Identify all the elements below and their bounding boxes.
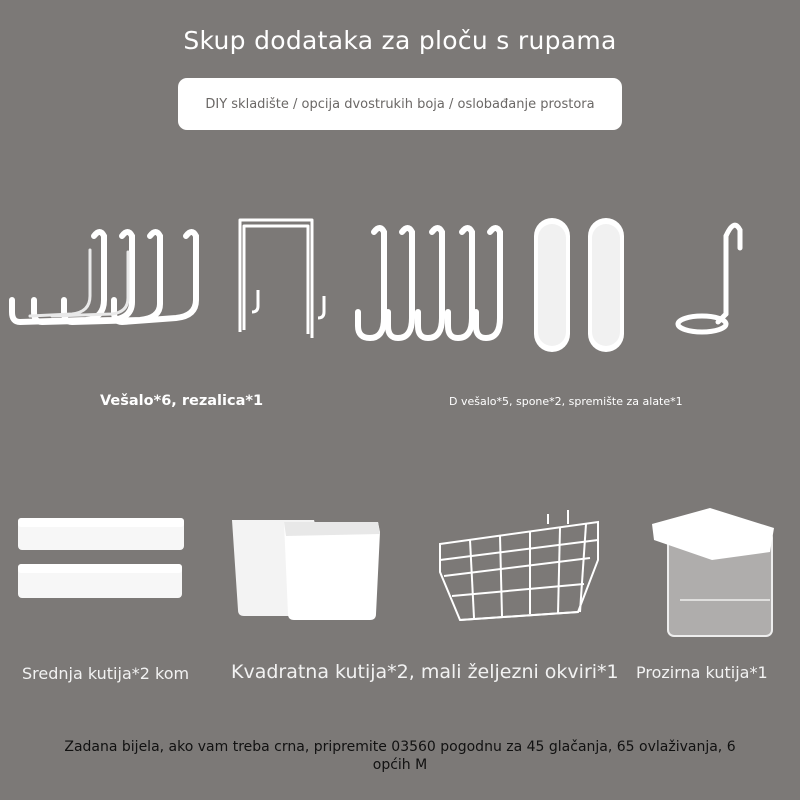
subtitle-text: DIY skladište / opcija dvostrukih boja / oslobađanje prostora [205, 96, 595, 112]
caption-square-box: Kvadratna kutija*2, mali željezni okviri*1 [231, 661, 619, 683]
footer-note: Zadana bijela, ako vam treba crna, pripremite 03560 pogodnu za 45 glačanja, 65 ovlaživanja, 6 općih M [64, 739, 736, 773]
page-title: Skup dodataka za ploču s rupama [183, 26, 617, 55]
caption-middle-box: Srednja kutija*2 kom [22, 664, 190, 683]
caption-d-hooks: D vešalo*5, spone*2, spremište za alate*1 [449, 395, 683, 408]
caption-hooks: Vešalo*6, rezalica*1 [100, 393, 264, 409]
caption-clear-box: Prozirna kutija*1 [636, 663, 768, 682]
